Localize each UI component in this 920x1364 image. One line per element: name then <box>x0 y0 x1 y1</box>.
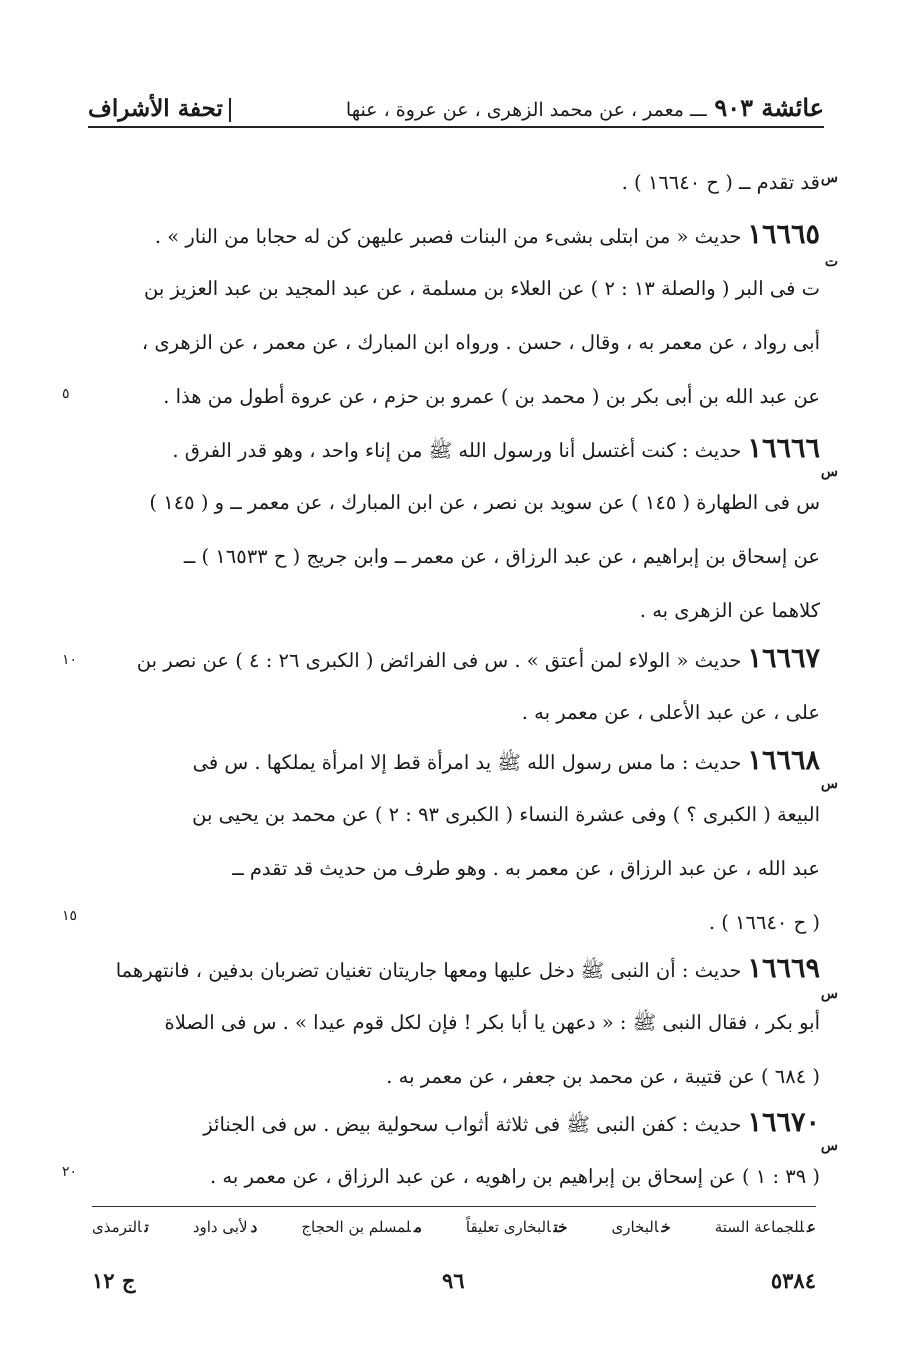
abbrev-item: عللجماعة الستة <box>714 1218 816 1236</box>
hadith-number: ١٦٦٦٩ <box>747 953 820 984</box>
hadith-text: عن عبد الله بن أبى بكر بن ( محمد بن ) عمرو بن حزم ، عن عروة أطول من هذا . <box>163 385 820 408</box>
source-marker: س <box>820 776 838 792</box>
hadith-text: حديث « من ابتلى بشىء من البنات فصبر عليهن كن له حجابا من النار » . <box>154 225 742 248</box>
hadith-text: حديث : أن النبى ﷺ دخل عليها ومعها جاريتان تغنيان تضربان بدفين ، فانتهرهما <box>115 959 742 982</box>
hadith-heading-line <box>172 433 820 464</box>
hadith-heading-line <box>136 643 820 674</box>
hadith-text: ت فى البر ( والصلة ١٣ : ٢ ) عن العلاء بن مسلمة ، عن عبد المجيد بن عبد العزيز بن <box>144 277 820 300</box>
sequence-number: ٥٣٨٤ <box>770 1268 816 1293</box>
hadith-number: ١٦٦٦٧ <box>747 643 820 674</box>
hadith-text: أبو بكر ، فقال النبى ﷺ : « دعهن يا أبا بكر ! فإن لكل قوم عيدا » . س فى الصلاة <box>164 1011 820 1034</box>
hadith-text-line <box>142 330 820 356</box>
hadith-number: ١٦٦٧٠ <box>747 1107 820 1138</box>
hadith-heading-line <box>154 219 820 250</box>
page-number: ٩٦ <box>442 1268 465 1293</box>
hadith-heading-line <box>622 170 820 196</box>
hadith-number: ١٦٦٦٥ <box>747 219 820 250</box>
hadith-text-line <box>144 276 820 302</box>
hadith-number: ١٦٦٦٦ <box>747 433 820 464</box>
hadith-text: ( ٣٩ : ١ ) عن إسحاق بن إبراهيم بن راهويه ، عن عبد الرزاق ، عن معمر به . <box>209 1165 820 1188</box>
hadith-number: ١٦٦٦٨ <box>747 745 820 776</box>
abbrev-item: ختالبخارى تعليقاً <box>465 1218 568 1236</box>
margin-line-number: ١٥ <box>62 908 78 924</box>
source-marker: س <box>820 986 838 1002</box>
hadith-text-line <box>232 856 820 882</box>
source-marker: س <box>820 464 838 480</box>
footer-rule <box>92 1206 816 1207</box>
page-footer <box>92 1268 816 1298</box>
abbrev-item: تالترمذى <box>92 1218 149 1236</box>
hadith-text: عبد الله ، عن عبد الرزاق ، عن معمر به . وهو طرف من حديث قد تقدم ــ <box>232 857 820 880</box>
hadith-text-line <box>163 384 820 410</box>
volume-number: ج ١٢ <box>92 1268 136 1293</box>
hadith-heading-line <box>192 745 820 776</box>
hadith-text: س فى الطهارة ( ١٤٥ ) عن سويد بن نصر ، عن ابن المبارك ، عن معمر ــ و ( ١٤٥ ) <box>149 491 820 514</box>
header-chapter-lead: عائشة ٩٠٣ <box>714 93 824 122</box>
hadith-text-line <box>386 1064 820 1090</box>
hadith-text: حديث : كنت أغتسل أنا ورسول الله ﷺ من إناء واحد ، وهو قدر الفرق . <box>172 439 742 462</box>
abbrev-item: خالبخارى <box>611 1218 671 1236</box>
hadith-text-line <box>192 802 820 828</box>
hadith-text-line <box>165 1010 821 1036</box>
hadith-text-line <box>522 700 820 726</box>
hadith-text: ( ح ١٦٦٤٠ ) . <box>708 911 820 934</box>
hadith-text: حديث : ما مس رسول الله ﷺ يد امرأة قط إلا امرأة يملكها . س فى <box>192 751 742 774</box>
abbreviation-key <box>92 1218 816 1236</box>
margin-line-number: ١٠ <box>62 652 78 668</box>
hadith-text-line <box>184 544 820 570</box>
running-header <box>88 78 824 128</box>
margin-line-number: ٢٠ <box>62 1164 78 1180</box>
hadith-text: حديث « الولاء لمن أعتق » . س فى الفرائض ( الكبرى ٢٦ : ٤ ) عن نصر بن <box>136 649 742 672</box>
header-divider <box>229 98 231 122</box>
hadith-text: قد تقدم ــ ( ح ١٦٦٤٠ ) . <box>621 171 820 194</box>
hadith-text-line <box>149 490 820 516</box>
hadith-text: على ، عن عبد الأعلى ، عن معمر به . <box>521 701 820 724</box>
abbrev-item: ملمسلم بن الحجاج <box>301 1218 422 1236</box>
hadith-text-line <box>640 598 820 624</box>
margin-line-number: ٥ <box>62 386 70 402</box>
hadith-text: أبى رواد ، عن معمر به ، وقال ، حسن . ورواه ابن المبارك ، عن معمر ، عن الزهرى ، <box>141 331 820 354</box>
source-marker: س <box>820 170 838 186</box>
header-chapter-title <box>346 93 824 122</box>
hadith-text-line <box>709 910 820 936</box>
source-marker: س <box>820 1138 838 1154</box>
hadith-heading-line <box>115 953 820 984</box>
hadith-text-line <box>210 1164 820 1190</box>
abbrev-item: دلأبى داود <box>192 1218 258 1236</box>
hadith-heading-line <box>203 1107 820 1138</box>
header-chapter-rest: ـــ معمر ، عن محمد الزهرى ، عن عروة ، عنها <box>345 99 707 121</box>
hadith-text: كلاهما عن الزهرى به . <box>639 599 820 622</box>
hadith-text: ( ٦٨٤ ) عن قتيبة ، عن محمد بن جعفر ، عن معمر به . <box>386 1065 820 1088</box>
source-marker: ت <box>824 254 838 270</box>
hadith-text: البيعة ( الكبرى ؟ ) وفى عشرة النساء ( الكبرى ٩٣ : ٢ ) عن محمد بن يحيى بن <box>192 803 820 826</box>
hadith-text: عن إسحاق بن إبراهيم ، عن عبد الرزاق ، عن معمر ــ وابن جريج ( ح ١٦٥٣٣ ) ــ <box>183 545 820 568</box>
hadith-text: حديث : كفن النبى ﷺ فى ثلاثة أثواب سحولية بيض . س فى الجنائز <box>203 1113 742 1136</box>
header-book-title: تحفة الأشراف <box>88 95 231 122</box>
